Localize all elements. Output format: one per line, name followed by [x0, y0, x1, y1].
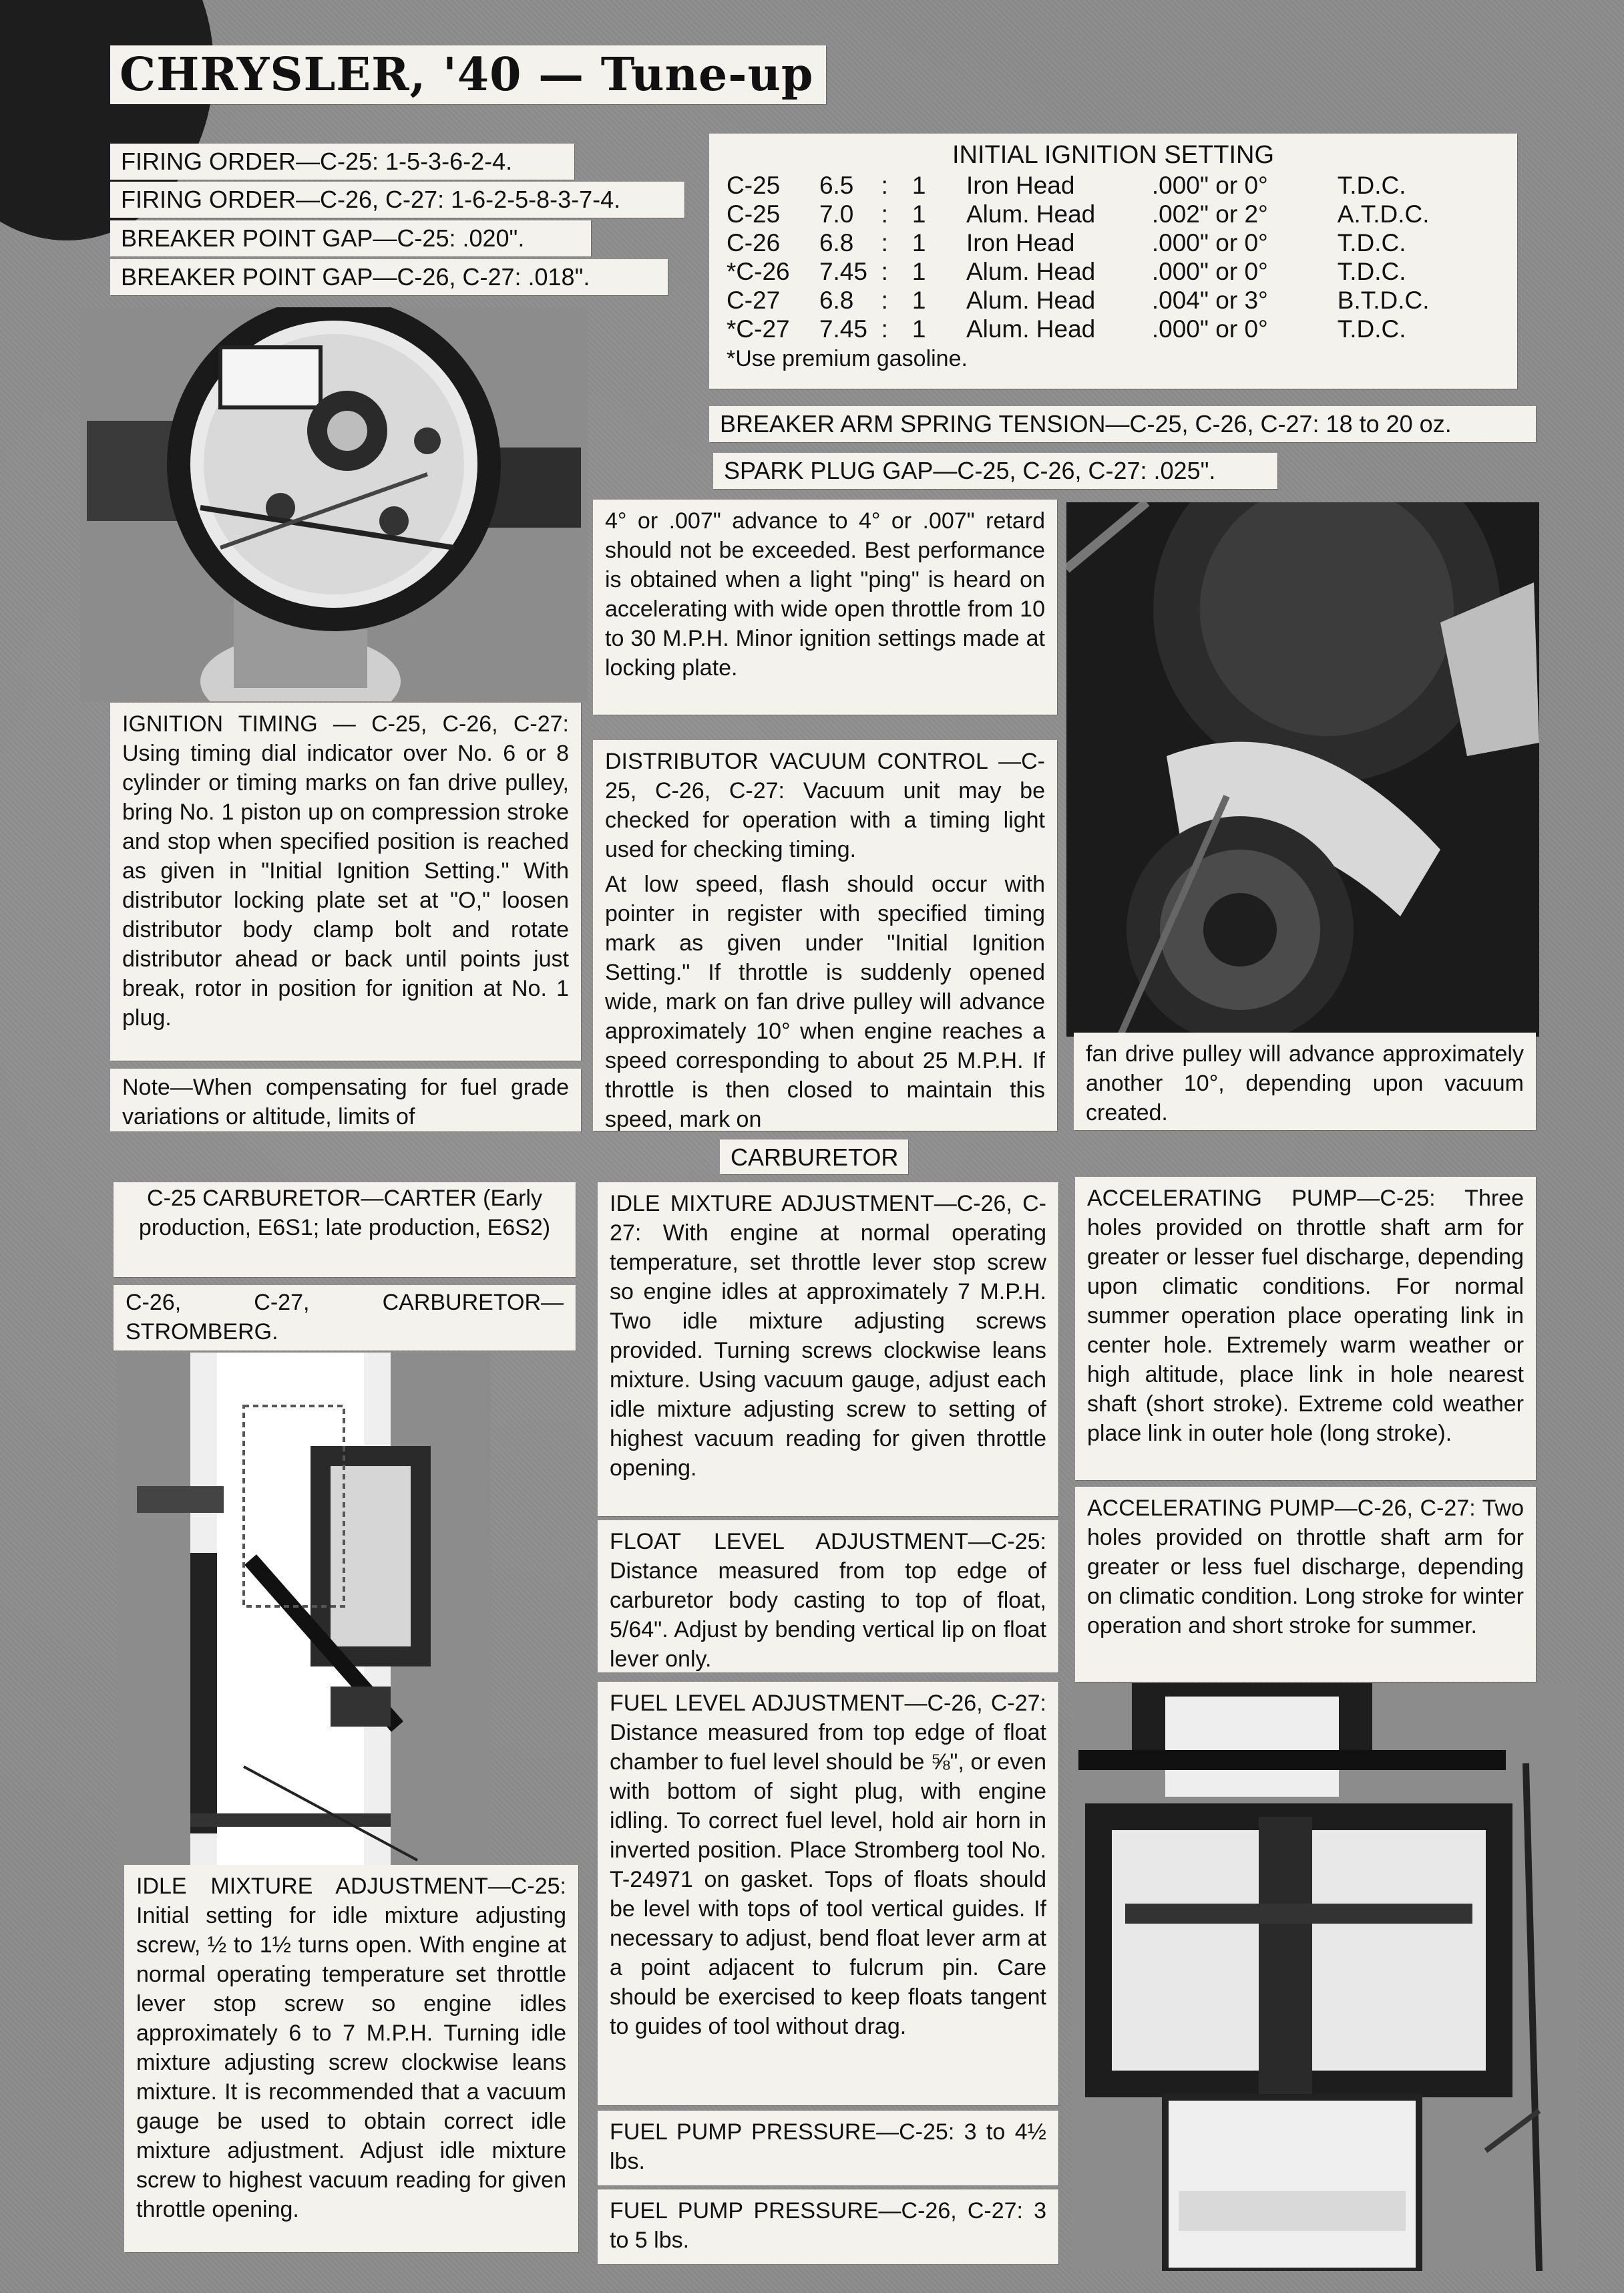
- stromberg-carburetor-illustration: [1072, 1683, 1579, 2271]
- ignition-cell-ratio: 7.45: [819, 315, 867, 343]
- distributor-photo: [80, 307, 588, 701]
- ignition-cell-sep: :: [881, 287, 888, 314]
- ignition-row: [727, 228, 1500, 257]
- ignition-cell-ratio: 6.8: [819, 287, 854, 314]
- stromberg-carburetor-diagram: [1072, 1683, 1579, 2271]
- ignition-cell-timing: T.D.C.: [1337, 258, 1406, 285]
- page-title: CHRYSLER, '40 — Tune-up: [110, 45, 826, 104]
- ignition-cell-one: 1: [911, 200, 926, 228]
- breaker-arm-tension: BREAKER ARM SPRING TENSION—C-25, C-26, C-27: 18 to 20 oz.: [709, 406, 1536, 442]
- ignition-cell-model: C-26: [727, 229, 781, 256]
- vacuum-control-intro: DISTRIBUTOR VACUUM CONTROL —C-25, C-26, C-27: Vacuum unit may be checked for operation with a timing light used for checking timing.: [605, 749, 1045, 862]
- accelerating-pump-c26-paragraph: ACCELERATING PUMP—C-26, C-27: Two holes provided on throttle shaft arm for greater or less fuel discharge, depending on climatic condition. Long stroke for winter operation and short stroke for summer.: [1075, 1487, 1536, 1682]
- ignition-cell-setting: .004" or 3°: [1151, 287, 1268, 314]
- initial-ignition-setting-table: [709, 134, 1517, 389]
- ignition-cell-head: Alum. Head: [966, 287, 1096, 314]
- fuel-pump-c25: FUEL PUMP PRESSURE—C-25: 3 to 4½ lbs.: [598, 2111, 1058, 2185]
- ignition-cell-sep: :: [881, 229, 888, 256]
- float-level-paragraph: FLOAT LEVEL ADJUSTMENT—C-25: Distance measured from top edge of carburetor body casting to top of float, 5/64". Adjust by bending vertical lip on float lever only.: [598, 1520, 1058, 1672]
- ignition-cell-setting: .000" or 0°: [1151, 172, 1268, 199]
- ignition-cell-ratio: 6.5: [819, 172, 854, 199]
- ignition-cell-one: 1: [911, 287, 926, 314]
- ignition-cell-timing: T.D.C.: [1337, 229, 1406, 256]
- ignition-table-title: INITIAL IGNITION SETTING: [952, 141, 1275, 169]
- ignition-cell-sep: :: [881, 200, 888, 228]
- fuel-level-paragraph: FUEL LEVEL ADJUSTMENT—C-26, C-27: Distance measured from top edge of float chamber to fuel level should be ⅝", or even with bottom of sight plug, with engine idling. To correct fuel level, hold air horn in inverted position. Place Stromberg tool No. T-24971 on gasket. Tops of floats should be level with tops of tool vertical guides. If necessary to adjust, bend float lever arm at a point adjacent to fulcrum pin. Care should be exercised to keep floats tangent to guides of tool without drag.: [598, 1682, 1058, 2105]
- firing-order-c26: FIRING ORDER—C-26, C-27: 1-6-2-5-8-3-7-4.: [110, 182, 684, 218]
- ignition-cell-timing: T.D.C.: [1337, 172, 1406, 199]
- ignition-cell-head: Alum. Head: [966, 258, 1096, 285]
- ignition-cell-model: C-27: [727, 287, 781, 314]
- ignition-cell-ratio: 7.45: [819, 258, 867, 285]
- note-fuel-grade: Note—When compensating for fuel grade variations or altitude, limits of: [110, 1069, 581, 1131]
- ignition-row: [727, 171, 1500, 200]
- accelerating-pump-c25-paragraph: ACCELERATING PUMP—C-25: Three holes provided on throttle shaft arm for greater or lesser fuel discharge, depending upon climatic conditions. For normal summer operation place operating link in center hole. Extremely warm weather or high altitude, place link in hole nearest shaft (short stroke). Extreme cold weather place link in outer hole (long stroke).: [1075, 1177, 1536, 1480]
- ignition-cell-model: C-25: [727, 200, 781, 228]
- ignition-cell-one: 1: [911, 258, 926, 285]
- idle-mixture-c25-paragraph: IDLE MIXTURE ADJUSTMENT—C-25: Initial setting for idle mixture adjusting screw, ½ to 1½ turns open. With engine at normal operating temperature set throttle lever stop screw so engine idles approximately 6 to 7 M.P.H. Turning idle mixture adjusting screw clockwise leans mixture. It is recommended that a vacuum gauge be used to obtain correct idle mixture adjustment. Adjust idle mixture screw to highest vacuum reading for given throttle opening.: [124, 1865, 578, 2252]
- ignition-row: [727, 315, 1500, 343]
- c25-carburetor-heading: C-25 CARBURETOR—CARTER (Early production, E6S1; late production, E6S2): [114, 1182, 576, 1277]
- ignition-cell-ratio: 7.0: [819, 200, 854, 228]
- carter-carburetor-diagram: [117, 1353, 491, 1880]
- firing-order-c25: FIRING ORDER—C-25: 1-5-3-6-2-4.: [110, 144, 574, 180]
- ignition-table-note: *Use premium gasoline.: [727, 346, 968, 371]
- ignition-cell-sep: :: [881, 172, 888, 199]
- breaker-gap-c25: BREAKER POINT GAP—C-25: .020".: [110, 220, 591, 256]
- carter-carburetor-illustration: [117, 1353, 491, 1880]
- ignition-row: [727, 286, 1500, 315]
- ignition-cell-head: Alum. Head: [966, 315, 1096, 343]
- vacuum-control-detail: At low speed, flash should occur with pointer in register with specified timing mark as given under "Initial Ignition Setting." If throttle is suddenly opened wide, mark on fan drive pulley will advance approximately 10° when engine reaches a speed corresponding to about 25 M.P.H. If throttle is then closed to maintain this speed, mark on: [605, 872, 1045, 1131]
- advance-paragraph: 4° or .007" advance to 4° or .007" retard should not be exceeded. Best performance is obtained when a light "ping" is heard on accelerating with wide open throttle from 10 to 30 M.P.H. Minor ignition settings made at locking plate.: [593, 500, 1057, 715]
- ignition-cell-setting: .000" or 0°: [1151, 229, 1268, 256]
- ignition-row: [727, 200, 1500, 228]
- idle-mixture-c26-paragraph: IDLE MIXTURE ADJUSTMENT—C-26, C-27: With engine at normal operating temperature, set throttle lever stop screw so engine idles at approximately 7 M.P.H. Two idle mixture adjusting screws provided. Turning screws clockwise leans mixture. Using vacuum gauge, adjust each idle mixture adjusting screw to setting of highest vacuum reading for given throttle opening.: [598, 1182, 1058, 1516]
- carburetor-header: CARBURETOR: [720, 1139, 908, 1174]
- ignition-cell-setting: .000" or 0°: [1151, 315, 1268, 343]
- ignition-cell-sep: :: [881, 258, 888, 285]
- ignition-cell-model: C-25: [727, 172, 781, 199]
- ignition-row: [727, 257, 1500, 286]
- ignition-cell-model: *C-26: [727, 258, 790, 285]
- ignition-cell-timing: B.T.D.C.: [1337, 287, 1430, 314]
- fan-pulley-photo: [1066, 502, 1539, 1037]
- fan-pulley-continuation: fan drive pulley will advance approximately another 10°, depending upon vacuum created.: [1074, 1033, 1536, 1130]
- vacuum-control-section: [593, 740, 1057, 1131]
- ignition-cell-one: 1: [911, 315, 926, 343]
- ignition-cell-head: Iron Head: [966, 229, 1075, 256]
- ignition-cell-setting: .002" or 2°: [1151, 200, 1268, 228]
- ignition-table: [727, 171, 1500, 343]
- ignition-cell-head: Alum. Head: [966, 200, 1096, 228]
- ignition-timing-paragraph: IGNITION TIMING — C-25, C-26, C-27: Using timing dial indicator over No. 6 or 8 cylinder or timing marks on fan drive pulley, bring No. 1 piston up on compression stroke and stop when specified position is reached as given in "Initial Ignition Setting." With distributor locking plate set at "O," loosen distributor body clamp bolt and rotate distributor ahead or back until points just break, rotor in position for ignition at No. 1 plug.: [110, 703, 581, 1061]
- ignition-cell-ratio: 6.8: [819, 229, 854, 256]
- ignition-cell-sep: :: [881, 315, 888, 343]
- fan-pulley-illustration: [1066, 502, 1539, 1037]
- spark-plug-gap: SPARK PLUG GAP—C-25, C-26, C-27: .025".: [713, 453, 1277, 489]
- distributor-illustration: [80, 307, 588, 701]
- ignition-cell-timing: A.T.D.C.: [1337, 200, 1430, 228]
- c26-carburetor-heading: C-26, C-27, CARBURETOR—STROMBERG.: [114, 1285, 576, 1351]
- ignition-cell-model: *C-27: [727, 315, 790, 343]
- fuel-pump-c26: FUEL PUMP PRESSURE—C-26, C-27: 3 to 5 lbs.: [598, 2189, 1058, 2264]
- ignition-cell-head: Iron Head: [966, 172, 1075, 199]
- ignition-cell-one: 1: [911, 172, 926, 199]
- ignition-cell-setting: .000" or 0°: [1151, 258, 1268, 285]
- ignition-cell-one: 1: [911, 229, 926, 256]
- ignition-cell-timing: T.D.C.: [1337, 315, 1406, 343]
- breaker-gap-c26: BREAKER POINT GAP—C-26, C-27: .018".: [110, 259, 668, 295]
